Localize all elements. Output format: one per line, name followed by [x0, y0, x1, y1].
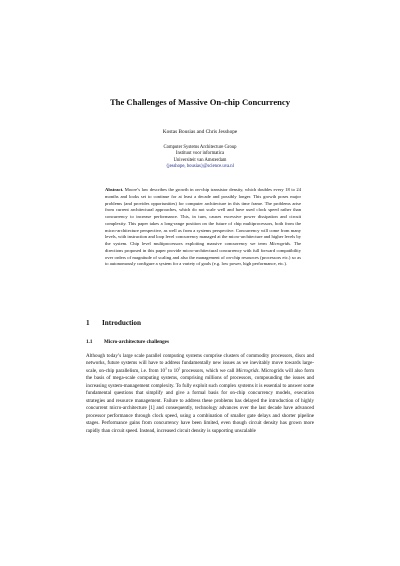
body-text: Although today’s large scale parallel computing systems comprise clusters of commodity processors, discs and networks, future systems will have to address fundamentally new issues as we inevitably move towards large-scale, on-chip parallelism, i.e. from 10 [86, 353, 314, 374]
affiliation-line: Instituut voor informatica [175, 151, 225, 157]
abstract-term: Microgrids [269, 241, 290, 246]
paper-authors: Kostas Bousias and Chris Jesshope [162, 129, 238, 135]
exponent: 3 [165, 366, 167, 371]
section-heading [86, 319, 141, 327]
abstract-text: Moore’s law describes the growth in on-chip transistor density, which doubles every 18 to 24 months and looks set to continue for at least a decade and possibly longer. This growth poses major problems (and provides opportunities) for computer architecture in this time frame. The problems arise from current architectural approaches, which do not scale well and have used clock speed rather than concurrency to increase performance. This, in turn, causes excessive power dissipation and circuit complexity. This paper takes a long-range position on the future of chip multiprocessors, both from the micro-architecture perspective, as well as from a systems perspective. Concurrency will come from many levels, with instruction and loop level concurrency managed at the micro-architecture and higher levels by the system. Chip level multiprocessors exploiting massive concurrency we term [105, 187, 301, 246]
affiliation [0, 145, 400, 170]
exponent: 5 [178, 366, 181, 371]
body-text: to 10 [166, 367, 179, 374]
subsection-heading [86, 339, 169, 345]
subsection-number: 1.1 [86, 339, 93, 345]
author-email-link[interactable]: {jesshope, bousias}@science.uva.nl [166, 163, 234, 169]
subsection-title: Micro-architecture challenges [104, 339, 169, 345]
affiliation-line: Universiteit van Amsterdam [173, 157, 227, 163]
abstract [105, 187, 301, 268]
body-paragraph [86, 353, 314, 435]
section-number: 1 [86, 319, 90, 327]
abstract-label: Abstract. [105, 187, 124, 192]
affiliation-line: Computer Systems Architecture Group [163, 145, 237, 150]
abstract-text: . The directions proposed in this paper provide micro-architectural concurrency with full forward compatibility over orders of magnitude of scaling and also the management of on-chip resources (processors etc.) so as to autonomously configure a system for a variety of goals (e.g. low power, high performance, etc.). [105, 241, 302, 267]
body-text: processors, which we call [180, 367, 236, 374]
paper-title: The Challenges of Massive On-chip Concurrency [109, 97, 291, 107]
body-text: . Microgrids will also form the basis of mega-scale computing systems, comprising millions of processors, compounding the issues and increasing system-management complexity. To fully exploit such complex systems it is essential to answer some fundamental questions that simplify and give a formal basis for on-chip concurrency models, execution strategies and resource management. Failure to address these problems has delayed the introduction of highly concurrent micro-architecture [1] and consequently, technology advances over the last decade have advanced processor performance through clock speed, using a combination of smaller gate delays and shorter pipeline stages. Performance gains from concurrency have been limited, even though circuit density has grown more rapidly than circuit speed. Instead, increased circuit density is supporting unscalable [86, 367, 315, 434]
section-title: Introduction [102, 319, 142, 327]
body-term: Microgrids [235, 367, 259, 374]
